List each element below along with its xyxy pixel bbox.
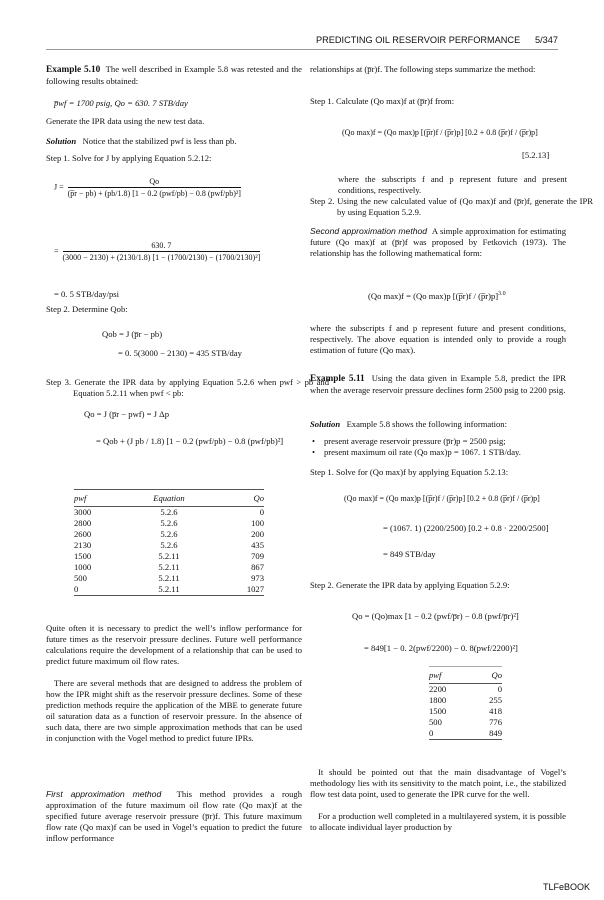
ipr-table-example-5-11 bbox=[429, 666, 502, 740]
table-cell: 2600 bbox=[74, 529, 92, 539]
table-cell: 500 bbox=[74, 573, 87, 583]
running-header-title: PREDICTING OIL RESERVOIR PERFORMANCE bbox=[316, 35, 521, 45]
eq-lhs: J = bbox=[54, 182, 64, 192]
solution-text: Example 5.8 shows the following information: bbox=[346, 419, 507, 429]
column-header: pwf bbox=[74, 492, 87, 503]
solution-line bbox=[310, 419, 566, 430]
table-cell: 0 bbox=[74, 584, 79, 594]
table-row bbox=[429, 706, 502, 717]
table-cell: 5.2.6 bbox=[160, 529, 178, 539]
equation-qo: Qo = J (p̅r − pwf) = J Δp bbox=[84, 409, 169, 419]
table-row bbox=[74, 507, 264, 519]
table-row bbox=[74, 573, 264, 584]
example-label: Example 5.10 bbox=[46, 65, 101, 75]
table-cell: 5.2.11 bbox=[158, 573, 180, 583]
table-cell: 5.2.6 bbox=[160, 507, 178, 517]
method-text: This method provides a rough approximation of the future maximum oil flow rate (Qo max)f at the specified future average reservoir pressure (p̅r)f. This future maximum flow rate (Qo max)f can be used in Vogel’s equation to predict the future inflow performance bbox=[46, 789, 303, 843]
where-subscripts: where the subscripts f and p represent future and present conditions, respectively. bbox=[338, 174, 567, 195]
column-header: Qo bbox=[253, 492, 264, 503]
eq-numerator: Qo bbox=[68, 176, 241, 188]
paragraph-future-ipr: Quite often it is necessary to predict the well’s inflow performance for future times as the reservoir pressure declines. Future well performance calculations require the development of a relationship that can be used to predict future maximum oil flow rates. bbox=[46, 623, 302, 666]
equation-vogel: Qo = (Qo)max [1 − 0.2 (pwf/p̅r) − 0.8 (pwf/p̅r)²] bbox=[352, 611, 519, 621]
equation-j-substituted bbox=[54, 240, 262, 263]
table-cell: 0 bbox=[429, 728, 434, 738]
eq-lhs: = bbox=[54, 246, 59, 256]
test-data-equation: p̅wf = 1700 psig, Qo = 630. 7 STB/day bbox=[54, 98, 188, 108]
table-cell: 3000 bbox=[74, 507, 92, 517]
table-cell: 973 bbox=[251, 573, 264, 583]
step-3: Step 3. Generate the IPR data by applying Equation 5.2.6 when pwf > pb and Equation 5.2.11 when pwf < pb: bbox=[46, 377, 329, 398]
where-subscripts-2: where the subscripts f and p represent future and present conditions, respectively. The above equation is intended only to provide a rough estimation of future (Qo max). bbox=[310, 323, 566, 355]
footer-watermark: TLFeBOOK bbox=[542, 882, 590, 892]
example-5-11 bbox=[310, 373, 566, 396]
eq-denominator: (p̅r − pb) + (pb/1.8) [1 − 0.2 (pwf/pb) − 0.8 (pwf/pb)²] bbox=[67, 189, 241, 198]
eq-exponent: 3.0 bbox=[498, 291, 506, 297]
table-cell: 5.2.6 bbox=[160, 540, 178, 550]
given-data-list bbox=[310, 436, 569, 458]
example-text: Using the data given in Example 5.8, predict the IPR when the average reservoir pressure declines form 2500 psig to 2200 psig. bbox=[310, 373, 566, 395]
table-cell: 0 bbox=[497, 684, 502, 694]
table-cell: 1500 bbox=[74, 551, 92, 561]
first-approximation-method bbox=[46, 789, 302, 844]
eq-denominator: (3000 − 2130) + (2130/1.8) [1 − (1700/2130) − (1700/2130)²] bbox=[62, 253, 261, 262]
table-cell: 500 bbox=[429, 717, 442, 727]
table-cell: 418 bbox=[489, 706, 502, 716]
second-approximation-method bbox=[310, 226, 566, 259]
page-number: 5/347 bbox=[535, 35, 558, 45]
continued-text: relationships at (p̅r)f. The following steps summarize the method: bbox=[310, 64, 536, 74]
equation-qob: Qob = J (p̅r − pb) bbox=[102, 329, 163, 339]
column-header: Equation bbox=[153, 492, 185, 503]
table-row bbox=[429, 728, 502, 740]
step-2: Step 2. Determine Qob: bbox=[46, 304, 128, 314]
table-cell: 1800 bbox=[429, 695, 447, 705]
equation-5-2-13: (Qo max)f = (Qo max)p [(p̅r)f / (p̅r)p] [0.2 + 0.8 (p̅r)f / (p̅r)p] bbox=[342, 128, 538, 137]
equation-qomax-result: = 849 STB/day bbox=[383, 549, 436, 559]
table-cell: 2130 bbox=[74, 540, 92, 550]
table-cell: 5.2.6 bbox=[160, 518, 178, 528]
eq-numerator: 630. 7 bbox=[63, 240, 261, 252]
step-2-ipr: Step 2. Generate the IPR data by applying Equation 5.2.9: bbox=[310, 580, 510, 590]
table-row bbox=[74, 562, 264, 573]
table-row bbox=[74, 518, 264, 529]
equation-j-result: = 0. 5 STB/day/psi bbox=[54, 289, 120, 299]
list-item: • present maximum oil rate (Qo max)p = 1067. 1 STB/day. bbox=[324, 447, 569, 458]
solution-line bbox=[46, 136, 302, 147]
table-cell: 867 bbox=[251, 562, 264, 572]
equation-qomax-substituted: = (1067. 1) (2200/2500) [0.2 + 0.8 · 2200/2500] bbox=[383, 523, 549, 533]
step-2-generate: Step 2. Using the new calculated value of (Qo max)f and (p̅r)f, generate the IPR by using Equation 5.2.9. bbox=[310, 196, 593, 217]
step-1-solve: Step 1. Solve for (Qo max)f by applying Equation 5.2.13: bbox=[310, 467, 509, 477]
column-header: Qo bbox=[491, 669, 502, 680]
equation-fetkovich bbox=[368, 289, 506, 302]
table-row bbox=[74, 529, 264, 540]
table-row bbox=[74, 584, 264, 596]
table-cell: 709 bbox=[251, 551, 264, 561]
equation-qomax-future: (Qo max)f = (Qo max)p [(p̅r)f / (p̅r)p] [0.2 + 0.8 (p̅r)f / (p̅r)p] bbox=[344, 494, 540, 503]
table-cell: 0 bbox=[259, 507, 264, 517]
equation-number: [5.2.13] bbox=[522, 150, 550, 160]
table-cell: 1500 bbox=[429, 706, 447, 716]
table-cell: 5.2.11 bbox=[158, 562, 180, 572]
table-cell: 435 bbox=[251, 540, 264, 550]
equation-qo-vogel: = Qob + (J pb / 1.8) [1 − 0.2 (pwf/pb) − 0.8 (pwf/pb)²] bbox=[96, 436, 284, 446]
table-cell: 776 bbox=[489, 717, 502, 727]
list-item: • present average reservoir pressure (p̅r)p = 2500 psig; bbox=[324, 436, 569, 447]
equation-qob-result: = 0. 5(3000 − 2130) = 435 STB/day bbox=[118, 348, 242, 358]
equation-j bbox=[54, 176, 243, 199]
method-label: First approximation method bbox=[46, 789, 162, 799]
step-1: Step 1. Solve for J by applying Equation 5.2.12: bbox=[46, 153, 212, 163]
table-cell: 5.2.11 bbox=[158, 584, 180, 594]
solution-label: Solution bbox=[46, 136, 77, 146]
table-cell: 2200 bbox=[429, 684, 447, 694]
table-cell: 5.2.11 bbox=[158, 551, 180, 561]
ipr-table-example-5-10 bbox=[74, 489, 264, 596]
eq-body: (Qo max)f = (Qo max)p [(p̅r)f / (p̅r)p] bbox=[368, 290, 499, 301]
table-cell: 200 bbox=[251, 529, 264, 539]
table-cell: 100 bbox=[251, 518, 264, 528]
header-rule bbox=[46, 49, 558, 50]
table-cell: 2800 bbox=[74, 518, 92, 528]
table-row bbox=[429, 717, 502, 728]
generate-text: Generate the IPR data using the new test data. bbox=[46, 116, 205, 126]
table-row bbox=[429, 695, 502, 706]
table-cell: 849 bbox=[489, 728, 502, 738]
paragraph-multilayered: For a production well completed in a multilayered system, it is possible to allocate individual layer production by bbox=[310, 811, 566, 832]
method-label: Second approximation method bbox=[310, 226, 428, 236]
method-text: A simple approximation for estimating future (Qo max)f at (p̅r)f was proposed by Fetkovich (1973). The relationship has the following mathematical form: bbox=[310, 226, 566, 258]
example-label: Example 5.11 bbox=[310, 374, 365, 384]
table-cell: 1027 bbox=[246, 584, 264, 594]
step-1-calculate: Step 1. Calculate (Qo max)f at (p̅r)f from: bbox=[310, 96, 455, 106]
equation-vogel-substituted: = 849[1 − 0. 2(pwf/2200) − 0. 8(pwf/2200)²] bbox=[364, 643, 518, 653]
table-cell: 1000 bbox=[74, 562, 92, 572]
table-cell: 255 bbox=[489, 695, 502, 705]
example-text: The well described in Example 5.8 was retested and the following results obtained: bbox=[46, 64, 303, 86]
example-5-10 bbox=[46, 64, 302, 87]
column-header: pwf bbox=[429, 669, 442, 680]
solution-text: Notice that the stabilized pwf is less than pb. bbox=[82, 136, 237, 146]
table-row bbox=[429, 684, 502, 696]
paragraph-methods: There are several methods that are designed to address the problem of how the IPR might shift as the reservoir pressure declines. Some of these prediction methods require the application of the MBE to generate future oil saturation data as a function of reservoir pressure. In the absence of such data, there are two simple approximation methods that can be used in conjunction with the Vogel method to predict future IPRs. bbox=[46, 678, 302, 743]
table-row bbox=[74, 551, 264, 562]
solution-label: Solution bbox=[310, 419, 341, 429]
paragraph-disadvantage: It should be pointed out that the main disadvantage of Vogel’s methodology lies with its sensitivity to the match point, i.e., the stabilized flow test data point, used to generate the IPR curve for the well. bbox=[310, 767, 566, 799]
table-row bbox=[74, 540, 264, 551]
